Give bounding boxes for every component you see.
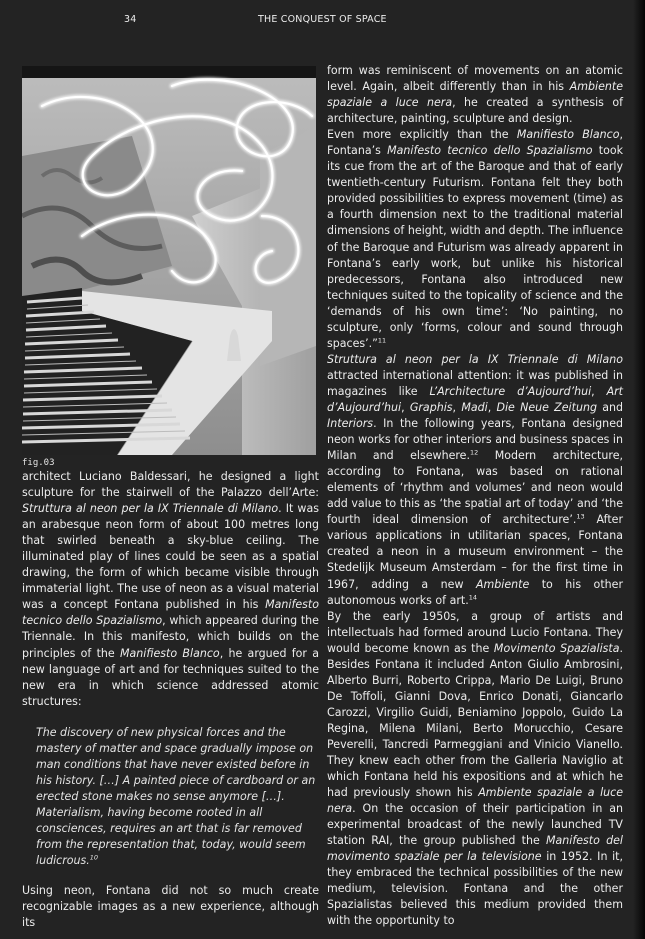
text-run: attracted international attention: it was published in magazines like [327, 368, 623, 398]
italic-title: Manifesto tecnico dello Spazialismo [387, 144, 593, 158]
text-run: . On the occasion of their participation in an experimental broadcast of the newly launched TV station RAI, the group published the [327, 802, 623, 848]
page-header [0, 14, 645, 28]
italic-title: Struttura al neon per la IX Triennale di Milano [327, 352, 623, 366]
italic-title: Art d’Aujourd’hui [327, 384, 623, 414]
text-run: to his other autonomous works of art. [327, 577, 623, 607]
text-run: , [401, 400, 410, 414]
text-run: took its cue from the art of the Baroque and that of early twentieth-century Futurism. Fontana felt they both provided possibilities to express movement (time) as a fourth dimension next to the traditional material dimensions of height, width and depth. The influence of the Baroque and Futurism was already apparent in Fontana’s early work, but unlike his historical predecessors, Fontana also introduced new techniques suited to the topicality of science and the ‘demands of his own time’: ‘No painting, no sculpture, only ‘forms, colour and sound through spaces’.” [327, 144, 623, 350]
footnote-ref: 13 [576, 512, 585, 521]
italic-title: Struttura al neon per la IX Triennale di Milano [22, 502, 279, 516]
block-quote [36, 725, 319, 869]
paragraph [327, 609, 623, 930]
text-run: By the early 1950s, a group of artists and intellectuals had formed around Lucio Fontana. They would become known as the [327, 609, 623, 655]
text-run: , Fontana’s [327, 128, 624, 158]
staircase-photo [22, 66, 316, 455]
italic-title: Interiors [327, 417, 374, 431]
right-text-column [327, 63, 623, 930]
text-run: . Besides Fontana it included Anton Giulio Ambrosini, Alberto Burri, Roberto Crippa, Mario De Luigi, Bruno De Toffoli, Gianni Dova, Enrico Donati, Giancarlo Carozzi, Virgilio Guidi, Beniamino Joppolo, Guido La Regina, Milena Milani, Berto Morucchio, Cesare Peverelli, Tancredi Parmeggiani and Vinicio Vianello. They knew each other from the Galleria Naviglio at which Fontana held his expositions and at which he had previously shown his [327, 641, 624, 800]
text-run: , [487, 400, 497, 414]
text-run: Even more explicitly than the [327, 128, 517, 142]
italic-title: Die Neue Zeitung [496, 400, 597, 414]
text-run: architect Luciano Baldessari, he designed a light sculpture for the stairwell of the Palazzo dell’Arte: [22, 470, 319, 500]
italic-title: Graphis [409, 400, 453, 414]
italic-title: Ambiente spaziale a luce nera [327, 80, 623, 110]
footnote-ref: 14 [468, 592, 478, 601]
text-run: After various applications in utilitarian spaces, Fontana created a neon in a museum environment – the Stedelijk Museum Amsterdam – for the first time in 1967, adding a new [327, 513, 623, 591]
text-run: , [591, 384, 607, 398]
italic-title: Manifiesto Blanco [516, 128, 620, 142]
text-run: in 1952. In it, they embraced the technical possibilities of the new medium, television. Fontana and the other Spazialistas believed this medium provided them with the opportunity to [327, 850, 623, 928]
paragraph [327, 352, 623, 609]
text-run: , which appeared during the Triennale. In this manifesto, which builds on the principles of the [22, 614, 319, 660]
text-run: and [596, 400, 623, 414]
footnote-ref: 11 [377, 336, 387, 345]
italic-title: Ambiente [475, 577, 530, 591]
italic-title: Movimento Spazialista [493, 641, 620, 655]
italic-title: Manifesto tecnico dello Spazialismo [22, 598, 319, 628]
binding-shadow [633, 0, 645, 939]
text-run: , [452, 400, 462, 414]
text-run: Modern architecture, according to Fontana, was based on rational elements of ‘rhythm and volumes’ and neon would add value to this as ‘the spatial art of today’ and ‘the fourth ideal dimension of architecture’. [327, 449, 623, 527]
footnote-ref: 10 [89, 853, 99, 862]
italic-title: Madi [461, 400, 488, 414]
text-run: form was reminiscent of movements on an atomic level. Again, albeit differently than in his [327, 64, 623, 94]
quote-text: The discovery of new physical forces and the mastery of matter and space gradually impose on man conditions that have never existed before in his history. […] A painted piece of cardboard or an erected stone makes no sense anymore […]. Materialism, having become rooted in all consciences, requires an art that is far removed from the representation that, today, would seem ludicrous. [36, 725, 316, 868]
italic-title: Ambiente spaziale a luce nera [327, 786, 624, 816]
italic-title: Manifiesto Blanco [120, 646, 220, 660]
italic-title: L’Architecture d’Aujourd’hui [429, 384, 592, 398]
paragraph [327, 127, 623, 352]
paragraph [327, 63, 623, 127]
paragraph: Using neon, Fontana did not so much create recognizable images as a new experience, although its [22, 884, 319, 930]
text-run: , he created a synthesis of architecture, painting, sculpture and design. [327, 96, 623, 126]
paragraph [22, 469, 319, 710]
running-title: THE CONQUEST OF SPACE [258, 14, 387, 25]
left-text-column [22, 469, 319, 931]
italic-title: Manifesto del movimento spaziale per la televisione [327, 834, 623, 864]
text-run: , he argued for a new language of art and for techniques suited to the new era in which science addressed atomic structures: [22, 646, 319, 708]
text-run: . In the following years, Fontana designed neon works for other interiors and business spaces in Milan and elsewhere. [327, 417, 623, 463]
text-run: . It was an arabesque neon form of about 100 metres long that swirled beneath a sky-blue ceiling. The illuminated play of lines could be seen as a spatial drawing, the form of which became visible through immaterial light. The use of neon as a visual material was a concept Fontana published in his [22, 502, 319, 612]
page-number: 34 [124, 14, 137, 25]
footnote-ref: 12 [470, 448, 479, 457]
figure-caption: fig.03 [22, 458, 55, 468]
